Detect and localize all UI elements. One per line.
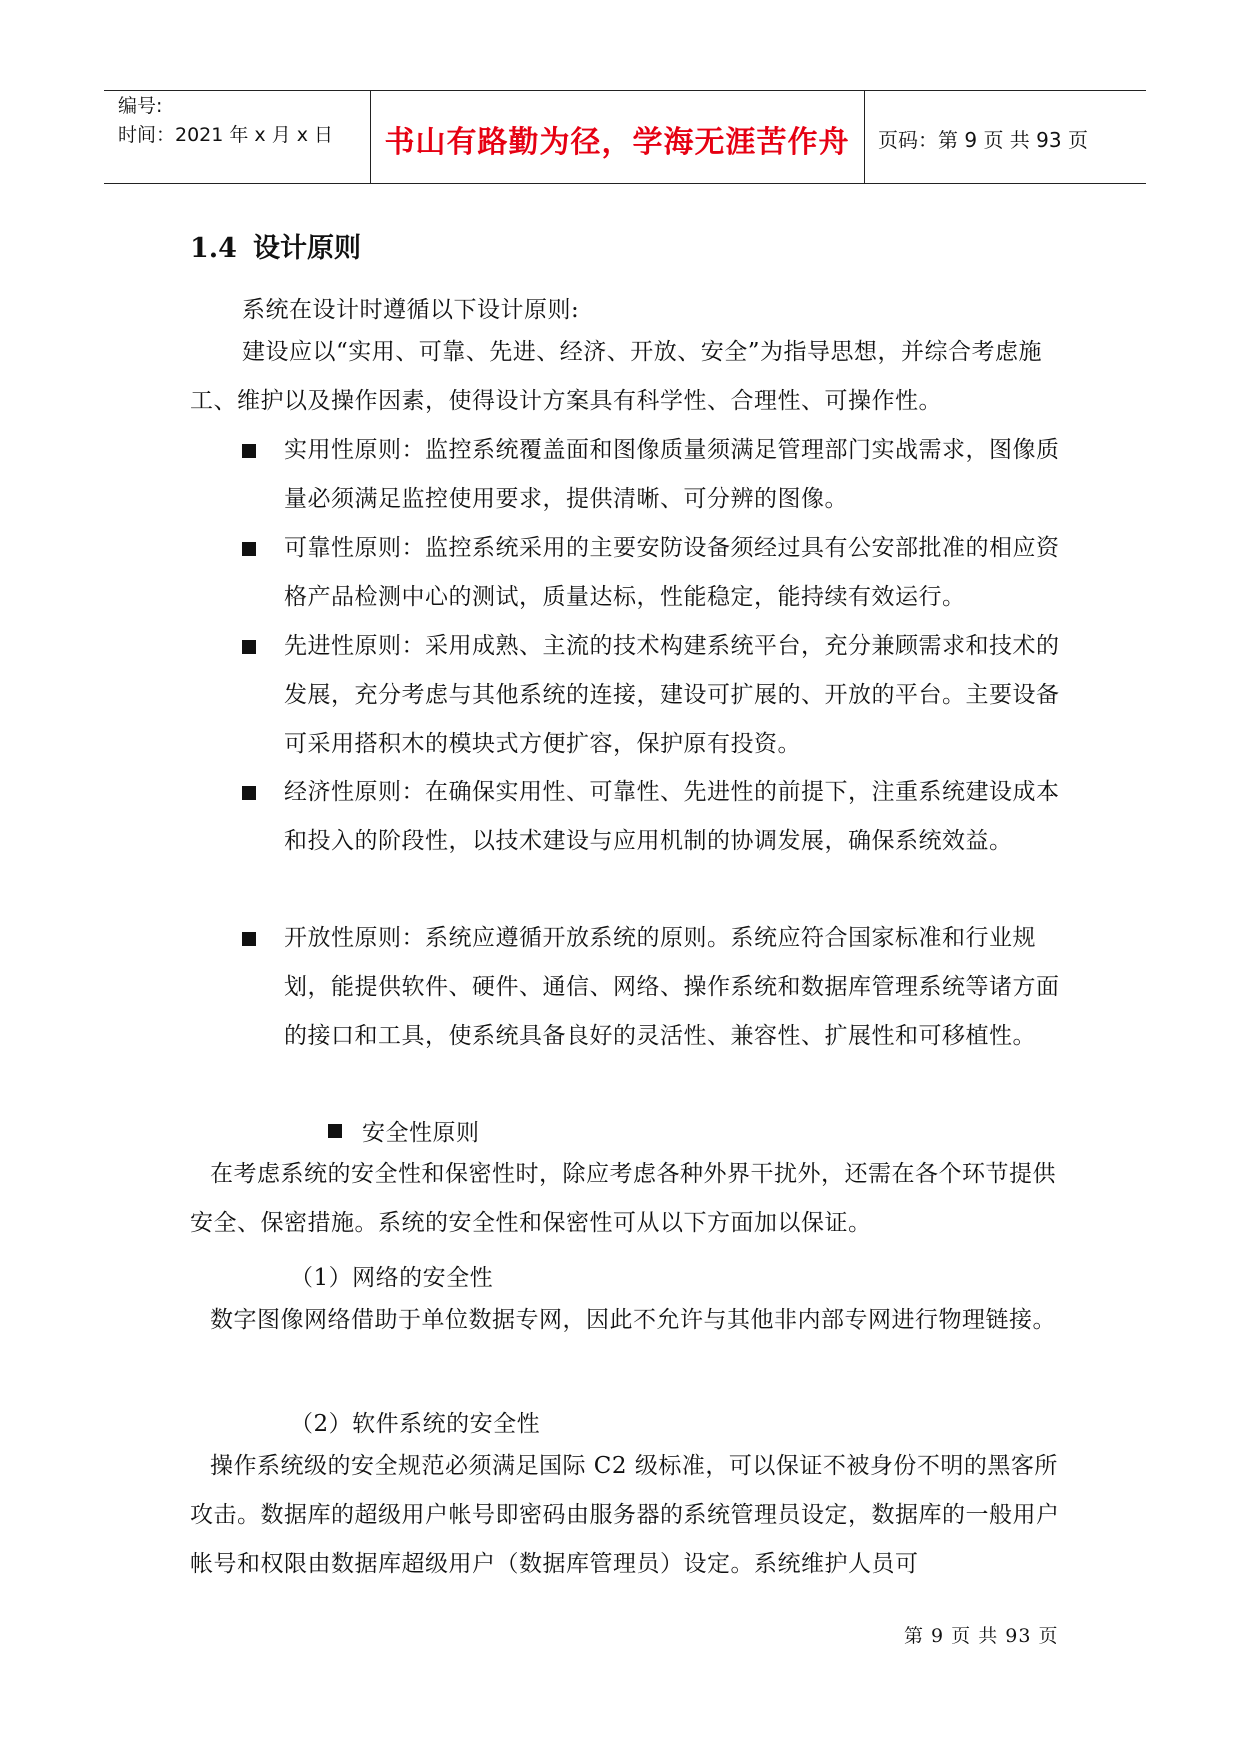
security-intro: 在考虑系统的安全性和保密性时，除应考虑各种外界干扰外，还需在各个环节提供安全、保密措施。系统的安全性和保密性可从以下方面加以保证。 [190, 1161, 1056, 1236]
principle-item [190, 768, 1062, 866]
section-number: 1.4 [190, 233, 237, 264]
principle-text: 可靠性原则：监控系统采用的主要安防设备须经过具有公安部批准的相应资格产品检测中心的测试，质量达标，性能稳定，能持续有效运行。 [284, 535, 1060, 610]
principle-item [190, 914, 1062, 1061]
principle-item [190, 622, 1062, 769]
header-number-label: 编号: [118, 95, 163, 117]
header-time-label: 时间：2021 年 x 月 x 日 [118, 124, 334, 146]
header-page-label: 页码：第 9 页 共 93 页 [878, 128, 1088, 152]
network-security-heading: （1）网络的安全性 [290, 1265, 494, 1291]
principle-text: 实用性原则：监控系统覆盖面和图像质量须满足管理部门实战需求，图像质量必须满足监控使用要求，提供清晰、可分辨的图像。 [284, 437, 1060, 512]
principle-item [190, 426, 1062, 524]
bullet-square-icon [242, 786, 256, 800]
security-heading [328, 1114, 480, 1147]
principle-text: 经济性原则：在确保实用性、可靠性、先进性的前提下，注重系统建设成本和投入的阶段性，以技术建设与应用机制的协调发展，确保系统效益。 [284, 779, 1060, 854]
footer-page-number: 第 9 页 共 93 页 [904, 1625, 1059, 1647]
bullet-square-icon [242, 640, 256, 654]
header-divider-right [864, 90, 865, 183]
software-security-heading: （2）软件系统的安全性 [290, 1411, 541, 1437]
bullet-square-icon [242, 444, 256, 458]
principle-item [190, 524, 1062, 622]
bullet-square-icon [328, 1124, 342, 1138]
guideline-paragraph: 建设应以“实用、可靠、先进、经济、开放、安全”为指导思想，并综合考虑施工、维护以及操作因素，使得设计方案具有科学性、合理性、可操作性。 [190, 339, 1043, 414]
intro-paragraph: 系统在设计时遵循以下设计原则: [242, 297, 580, 323]
software-security-text: 操作系统级的安全规范必须满足国际 C2 级标准，可以保证不被身份不明的黑客所攻击。数据库的超级用户帐号即密码由服务器的系统管理员设定，数据库的一般用户帐号和权限由数据库超级用户（数据库管理员）设定。系统维护人员可 [190, 1453, 1060, 1577]
header-meta [118, 92, 333, 150]
section-title [190, 226, 361, 265]
principle-text: 先进性原则：采用成熟、主流的技术构建系统平台，充分兼顾需求和技术的发展，充分考虑与其他系统的连接，建设可扩展的、开放的平台。主要设备可采用搭积木的模块式方便扩容，保护原有投资。 [284, 633, 1060, 757]
bullet-square-icon [242, 932, 256, 946]
header-bottom-rule [104, 183, 1146, 184]
principle-text: 开放性原则：系统应遵循开放系统的原则。系统应符合国家标准和行业规划，能提供软件、硬件、通信、网络、操作系统和数据库管理系统等诸方面的接口和工具，使系统具备良好的灵活性、兼容性、扩展性和可移植性。 [284, 925, 1060, 1049]
section-title-text: 设计原则 [252, 233, 361, 264]
header-motto: 书山有路勤为径，学海无涯苦作舟 [384, 125, 850, 160]
bullet-square-icon [242, 542, 256, 556]
security-heading-text: 安全性原则 [362, 1120, 480, 1146]
header-top-rule [104, 90, 1146, 91]
network-security-text: 数字图像网络借助于单位数据专网，因此不允许与其他非内部专网进行物理链接。 [210, 1307, 1056, 1333]
